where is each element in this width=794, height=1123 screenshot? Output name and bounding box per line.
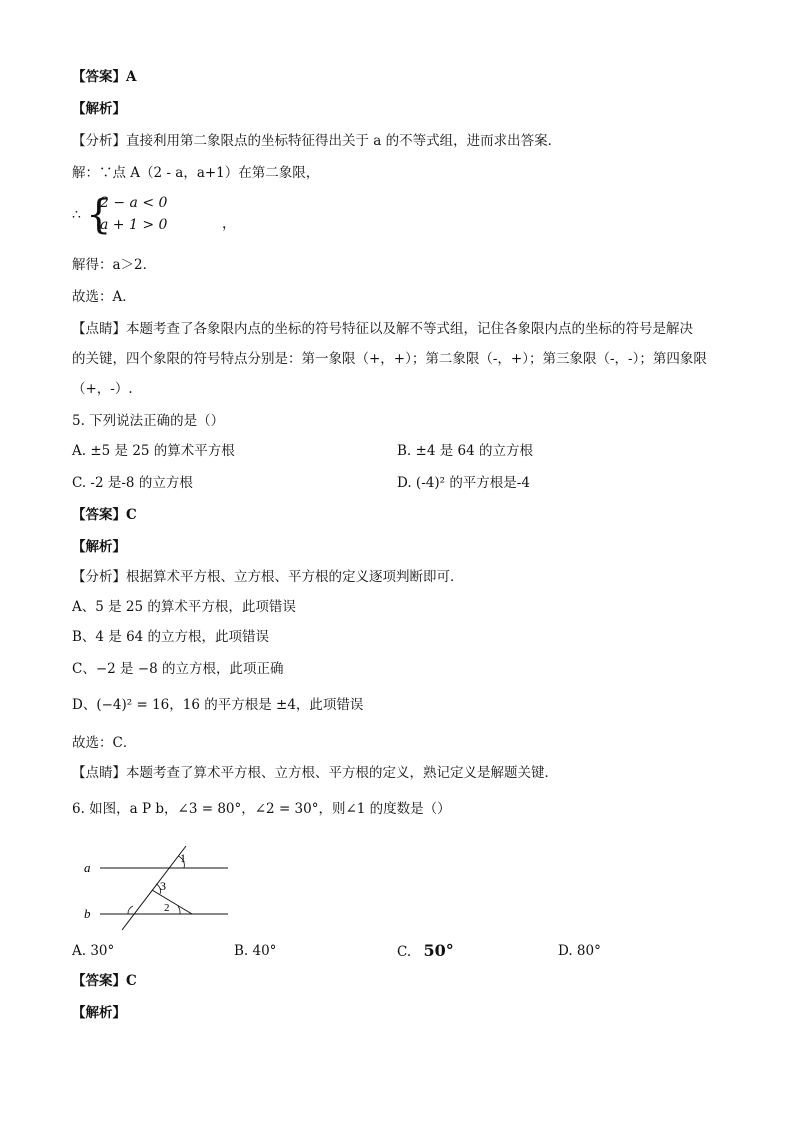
comment-line-1-q4: 【点睛】本题考查了各象限内点的坐标的符号特征以及解不等式组，记住各象限内点的坐标的符号是解决	[72, 321, 693, 337]
label-a: a	[84, 860, 91, 875]
comment-line-3-q4: （+，-）.	[72, 381, 133, 397]
brace-icon: {	[86, 192, 112, 238]
question-5-option-d: D. (-4)² 的平方根是-4	[397, 475, 530, 491]
choice-result-q5: 故选：C．	[72, 735, 137, 751]
question-5-option-b: B. ±4 是 64 的立方根	[397, 443, 533, 459]
analysis-header-q6: 【解析】	[72, 1005, 126, 1021]
check-option-b: B、4 是 64 的立方根，此项错误	[72, 629, 270, 645]
parallel-lines-figure	[80, 838, 240, 934]
inequality-row-2: a + 1 > 0	[100, 217, 168, 233]
question-6-option-c	[397, 942, 454, 961]
label-angle-3: 3	[160, 879, 166, 893]
check-option-a: A、5 是 25 的算术平方根，此项错误	[72, 599, 296, 615]
answer-label-q6: 【答案】C	[72, 973, 137, 989]
check-option-c: C、−2 是 −8 的立方根，此项正确	[72, 661, 284, 677]
question-5-stem: 5. 下列说法正确的是（）	[72, 413, 225, 429]
label-angle-2: 2	[164, 902, 170, 914]
transversal-line	[122, 846, 186, 930]
label-angle-1: 1	[180, 851, 186, 865]
question-5-option-c: C. -2 是-8 的立方根	[72, 475, 193, 491]
answer-label-q5: 【答案】C	[72, 507, 137, 523]
question-5-option-a: A. ±5 是 25 的算术平方根	[72, 443, 235, 459]
analysis-text-q4: 【分析】直接利用第二象限点的坐标特征得出关于 a 的不等式组，进而求出答案．	[72, 133, 562, 149]
answer-label-q4: 【答案】A	[72, 69, 137, 85]
therefore-symbol: ∴	[72, 207, 81, 223]
inequality-comma: ，	[222, 216, 236, 232]
analysis-text-q5: 【分析】根据算术平方根、立方根、平方根的定义逐项判断即可．	[72, 569, 464, 585]
comment-line-q5: 【点睛】本题考查了算术平方根、立方根、平方根的定义，熟记定义是解题关键．	[72, 765, 558, 781]
angle-b-arc	[128, 906, 133, 914]
solution-line-q4: 解：∵点 A（2 - a，a+1）在第二象限，	[72, 165, 320, 181]
inequality-row-1: 2 − a < 0	[100, 195, 168, 211]
label-b: b	[84, 906, 91, 921]
question-6-option-a: A. 30°	[72, 943, 115, 959]
segment-line	[152, 890, 192, 914]
check-option-d: D、(−4)² = 16，16 的平方根是 ±4，此项错误	[72, 697, 364, 713]
analysis-header-q5: 【解析】	[72, 539, 126, 555]
option-c-value: 50°	[423, 941, 454, 960]
analysis-header-q4: 【解析】	[72, 101, 126, 117]
question-6-option-d: D. 80°	[558, 943, 601, 959]
comment-line-2-q4: 的关键，四个象限的符号特点分别是：第一象限（+，+）；第二象限（-，+）；第三象限（-，-）；第四象限	[72, 351, 707, 367]
question-6-option-b: B. 40°	[234, 943, 277, 959]
option-c-prefix: C.	[397, 944, 412, 960]
inequality-system	[72, 193, 272, 239]
choice-result-q4: 故选：A．	[72, 289, 136, 305]
solve-result-q4: 解得：a＞2．	[72, 257, 157, 273]
question-6-stem: 6. 如图，a P b，∠3 = 80°，∠2 = 30°，则∠1 的度数是（）	[72, 801, 451, 817]
